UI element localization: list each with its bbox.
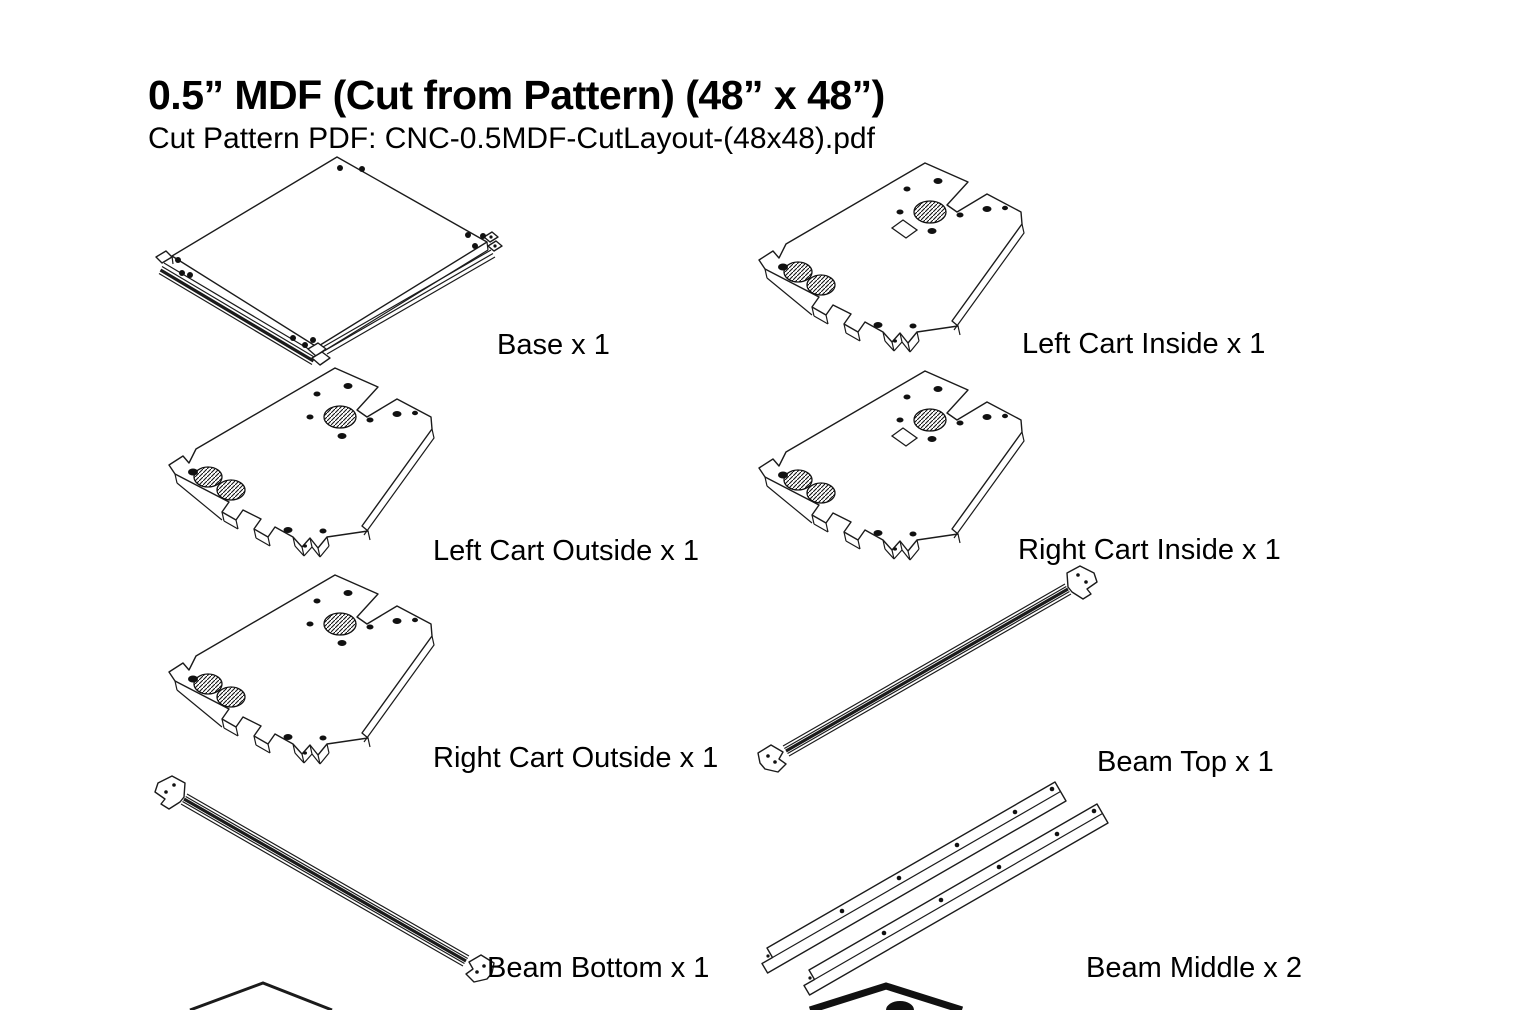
part-label-beam-bottom: Beam Bottom x 1 <box>487 952 710 984</box>
right-cart-inside-illustration <box>745 368 1035 573</box>
right-cart-outside-drawing <box>155 572 445 777</box>
part-label-right-cart-inside: Right Cart Inside x 1 <box>1018 534 1281 566</box>
left-cart-outside-illustration <box>155 365 445 570</box>
beam-bottom-drawing <box>152 773 502 993</box>
left-cart-outside-drawing <box>155 365 445 570</box>
beam-top-drawing <box>750 563 1100 783</box>
part-label-left-cart-inside: Left Cart Inside x 1 <box>1022 328 1266 360</box>
base-drawing <box>150 153 510 370</box>
left-cart-inside-drawing <box>745 160 1035 365</box>
base-plate-illustration <box>150 153 510 370</box>
part-label-beam-middle: Beam Middle x 2 <box>1086 952 1302 984</box>
part-label-left-cart-outside: Left Cart Outside x 1 <box>433 535 699 567</box>
left-cart-inside-illustration <box>745 160 1035 365</box>
part-label-right-cart-outside: Right Cart Outside x 1 <box>433 742 719 774</box>
right-cart-inside-drawing <box>745 368 1035 573</box>
part-label-base: Base x 1 <box>497 329 610 361</box>
page-title: 0.5” MDF (Cut from Pattern) (48” x 48”) <box>148 72 885 118</box>
page-subtitle: Cut Pattern PDF: CNC-0.5MDF-CutLayout-(48x48).pdf <box>148 122 875 155</box>
beam-bottom-illustration <box>152 773 502 993</box>
part-label-beam-top: Beam Top x 1 <box>1097 746 1274 778</box>
beam-top-illustration <box>750 563 1100 783</box>
right-cart-outside-illustration <box>155 572 445 777</box>
